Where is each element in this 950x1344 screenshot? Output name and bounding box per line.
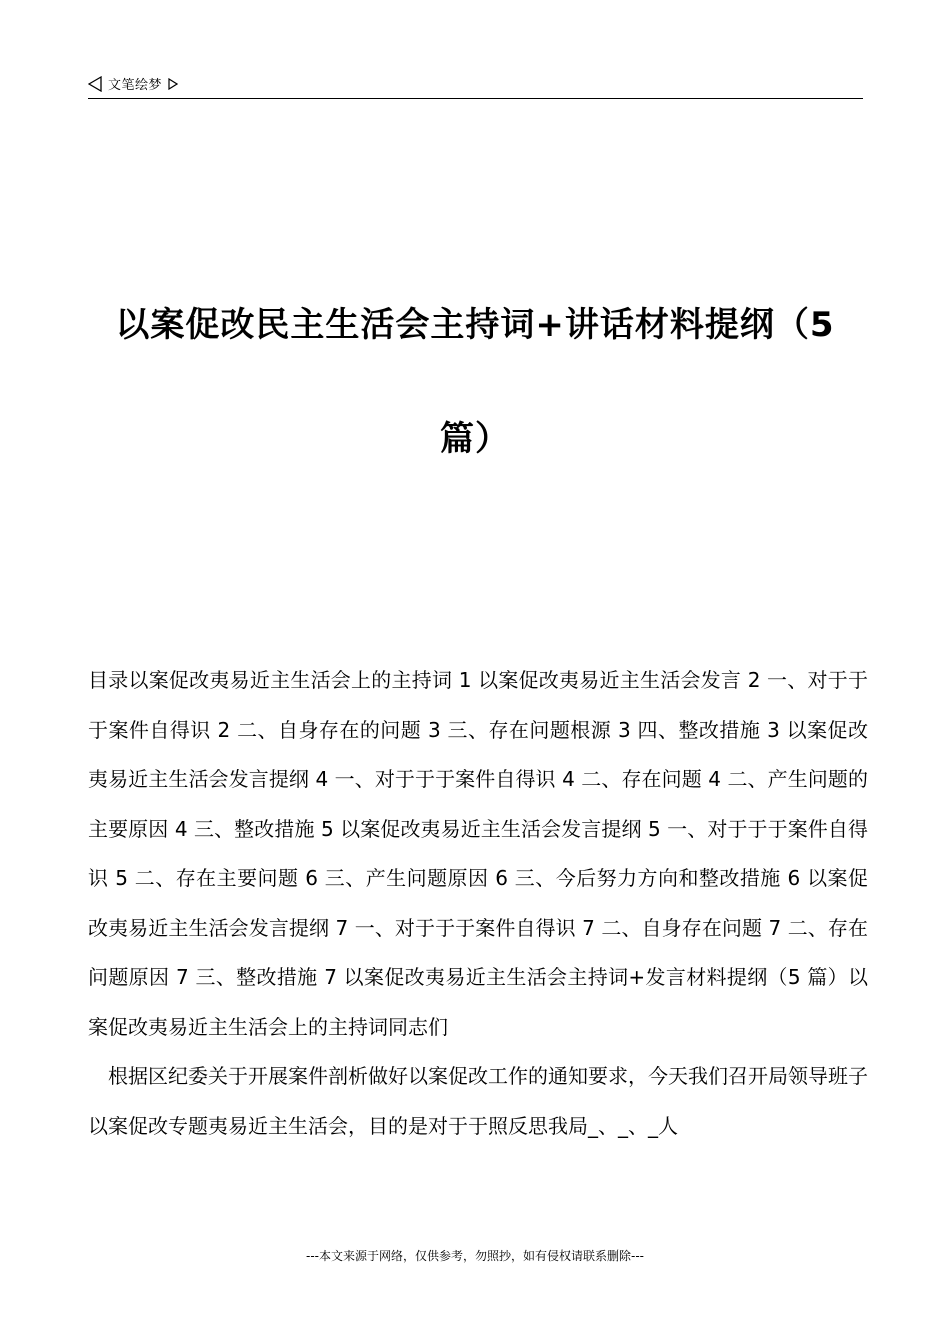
document-title <box>100 268 850 496</box>
triangle-right-icon <box>168 78 178 90</box>
body-paragraph: 根据区纪委关于开展案件剖析做好以案促改工作的通知要求，今天我们召开局领导班子以案促改专题夷易近主生活会，目的是对于于照反思我局_、_、_人 <box>88 1064 868 1138</box>
header-brand-text: 文笔绘梦 <box>108 78 163 93</box>
table-of-contents-paragraph: 目录以案促改夷易近主生活会上的主持词 1 以案促改夷易近主生活会发言 2 一、对于于于案件自得识 2 二、自身存在的问题 3 三、存在问题根源 3 四、整改措施 3 以案促改夷易近主生活会发言提纲 4 一、对于于于案件自得识 4 二、存在问题 4 二、产生问题的主要原因 4 三、整改措施 5 以案促改夷易近主生活会发言提纲 5 一、对于于于案件自得识 5 二、存在主要问题 6 三、产生问题原因 6 三、今后努力方向和整改措施 6 以案促改夷易近主生活会发言提纲 7 一、对于于于案件自得识 7 二、自身存在问题 7 二、存在问题原因 7 三、整改措施 7 以案促改夷易近主生活会主持词+发言材料提纲（5 篇）以案促改夷易近主生活会上的主持词同志们 <box>88 668 868 1039</box>
title-line-1: 以案促改民主生活会主持词+讲话材料提纲（5 <box>115 305 835 345</box>
document-body <box>88 656 868 1151</box>
title-line-2: 篇） <box>440 419 510 459</box>
footer-disclaimer: ---本文来源于网络，仅供参考，勿照抄，如有侵权请联系删除--- <box>306 1249 644 1263</box>
triangle-left-icon <box>88 76 102 92</box>
header-brand-group <box>88 74 178 93</box>
page-header <box>88 72 863 99</box>
